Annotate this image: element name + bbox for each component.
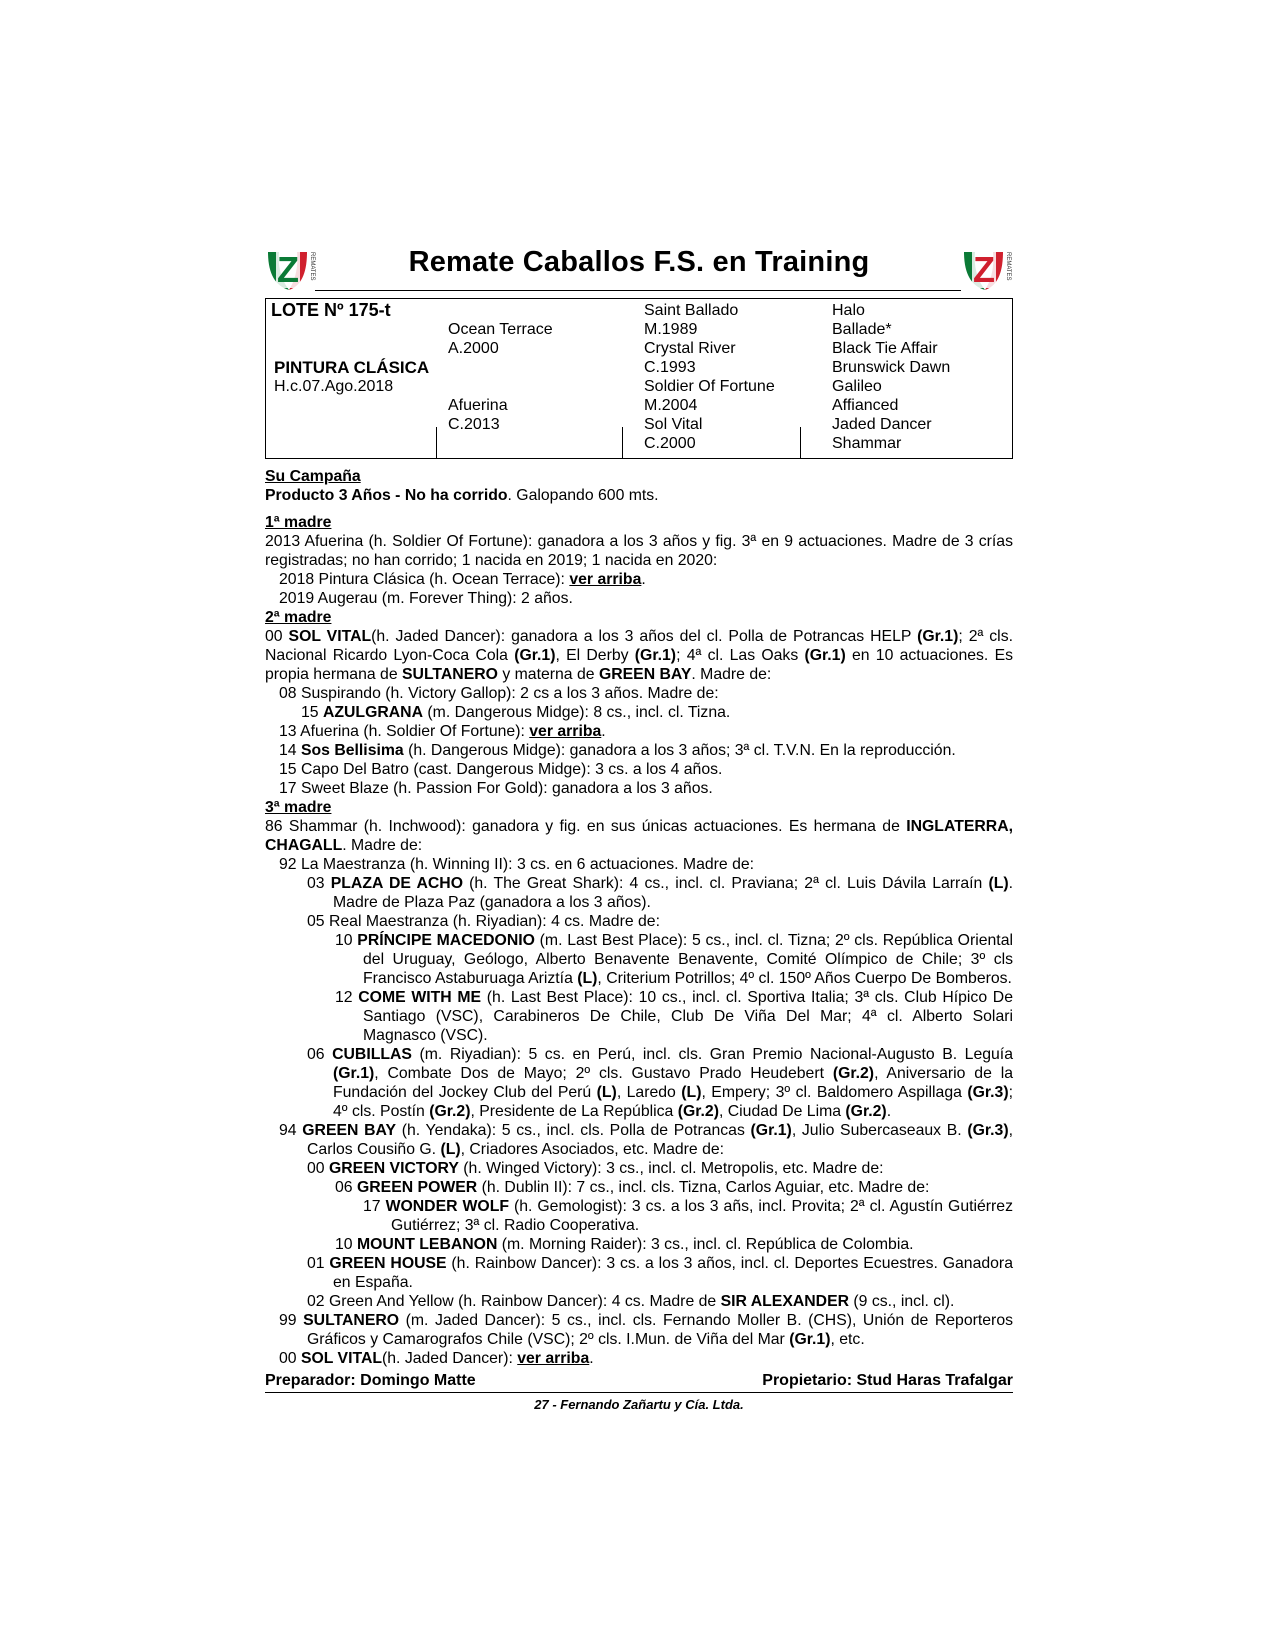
- second-dam-text: 00 SOL VITAL(h. Jaded Dancer): ganadora a los 3 años del cl. Polla de Potrancas HELP (Gr.1); 2ª cls. Nacional Ricardo Lyon-Coca Cola (Gr.1), El Derby (Gr.1); 4ª cl. Las Oaks (Gr.1) en 10 actuaciones. Es propia hermana de SULTANERO y materna de GREEN BAY. Madre de:: [265, 628, 1013, 683]
- produce-line: 06 CUBILLAS (m. Riyadian): 5 cs. en Perú, incl. cls. Gran Premio Nacional-Augusto B. Leguía (Gr.1), Combate Dos de Mayo; 2º cls. Gustavo Prado Heudebert (Gr.2), Aniversario de la Fundación del Jockey Club del Perú (L), Laredo (L), Empery; 3º cl. Baldomero Aspillaga (Gr.3); 4º cls. Postín (Gr.2), Presidente de La República (Gr.2), Ciudad De Lima (Gr.2).: [307, 1046, 1013, 1120]
- produce-line: 15 Capo Del Batro (cast. Dangerous Midge): 3 cs. a los 4 años.: [279, 761, 723, 778]
- produce-line: 10 MOUNT LEBANON (m. Morning Raider): 3 cs., incl. cl. República de Colombia.: [335, 1236, 914, 1253]
- produce-line: 13 Afuerina (h. Soldier Of Fortune): ver arriba.: [279, 723, 606, 740]
- produce-line: 10 PRÍNCIPE MACEDONIO (m. Last Best Place): 5 cs., incl. cl. Tizna; 2º cls. República Oriental del Uruguay, Geólogo, Alberto Benavente Benavente, Comité Olímpico de Chile; 3º cls Francisco Astaburuaga Ariztía (L), Criterium Potrillos; 4º cl. 150º Años Cuerpo De Bomberos.: [335, 932, 1013, 987]
- produce-line: 03 PLAZA DE ACHO (h. The Great Shark): 4 cs., incl. cl. Praviana; 2ª cl. Luis Dávila Larraín (L). Madre de Plaza Paz (ganadora a los 3 años).: [307, 875, 1013, 911]
- produce-line: 94 GREEN BAY (h. Yendaka): 5 cs., incl. cls. Polla de Potrancas (Gr.1), Julio Subercaseaux B. (Gr.3), Carlos Cousiño G. (L), Criadores Asociados, etc. Madre de:: [279, 1122, 1013, 1158]
- logo-letter: Z: [973, 249, 995, 290]
- pedigree-cell: Black Tie Affair: [832, 340, 938, 357]
- produce-line: 12 COME WITH ME (h. Last Best Place): 10 cs., incl. cl. Sportiva Italia; 3ª cls. Club Hípico De Santiago (VSC), Carabineros De Chile, Club De Viña Del Mar; 4ª cl. Alberto Solari Magnasco (VSC).: [335, 989, 1013, 1044]
- first-dam-text: 2013 Afuerina (h. Soldier Of Fortune): ganadora a los 3 años y fig. 3ª en 9 actuaciones. Madre de 3 crías registradas; no han corrido; 1 nacida en 2019; 1 nacida en 2020:: [265, 533, 1013, 569]
- pedigree-cell: Brunswick Dawn: [832, 359, 951, 376]
- pedigree-cell: Sol Vital: [644, 416, 703, 433]
- produce-line: 15 AZULGRANA (m. Dangerous Midge): 8 cs., incl. cl. Tizna.: [301, 704, 731, 721]
- lote-number: LOTE Nº 175-t: [271, 300, 391, 320]
- pedigree-col-horse: [271, 301, 446, 396]
- sire-info: A.2000: [448, 340, 499, 357]
- page-header: [265, 240, 1013, 295]
- pedigree-divider: [800, 427, 801, 458]
- trainer: Preparador: Domingo Matte: [265, 1372, 476, 1389]
- pedigree-divider: [436, 427, 437, 458]
- page-title: Remate Caballos F.S. en Training: [408, 246, 870, 278]
- produce-line: 05 Real Maestranza (h. Riyadian): 4 cs. Madre de:: [307, 913, 660, 930]
- catalog-page: [265, 240, 1013, 1412]
- pedigree-cell: Shammar: [832, 435, 902, 452]
- produce-line: 14 Sos Bellisima (h. Dangerous Midge): ganadora a los 3 años; 3ª cl. T.V.N. En la reproducción.: [279, 742, 956, 759]
- remates-logo: [961, 244, 1013, 292]
- pedigree-cell: Halo: [832, 302, 865, 319]
- pedigree-cell: M.2004: [644, 397, 698, 414]
- produce-line: 00 SOL VITAL(h. Jaded Dancer): ver arriba.: [279, 1350, 594, 1367]
- pedigree-cell: Jaded Dancer: [832, 416, 932, 433]
- produce-line: 06 GREEN POWER (h. Dublin II): 7 cs., incl. cls. Tizna, Carlos Aguiar, etc. Madre de:: [335, 1179, 930, 1196]
- pedigree-cell: M.1989: [644, 321, 698, 338]
- horse-birth: H.c.07.Ago.2018: [274, 378, 394, 395]
- lot-footer: [265, 1372, 1013, 1393]
- sire-name: Ocean Terrace: [448, 321, 553, 338]
- section-heading-second-dam: 2ª madre: [265, 609, 332, 626]
- produce-line: 08 Suspirando (h. Victory Gallop): 2 cs a los 3 años. Madre de:: [279, 685, 719, 702]
- ver-arriba-link: ver arriba: [517, 1350, 590, 1367]
- pedigree-cell: Galileo: [832, 378, 882, 395]
- pedigree-cell: Crystal River: [644, 340, 736, 357]
- section-heading-campaign: Su Campaña: [265, 468, 361, 485]
- dam-info: C.2013: [448, 416, 500, 433]
- logo-side-text: REMATES: [309, 252, 315, 281]
- header-rule: [315, 290, 961, 291]
- pedigree-cell: Ballade*: [832, 321, 892, 338]
- dam-name: Afuerina: [448, 397, 508, 414]
- pedigree-cell: C.1993: [644, 359, 696, 376]
- produce-line: 01 GREEN HOUSE (h. Rainbow Dancer): 3 cs. a los 3 años, incl. cl. Deportes Ecuestres. Ganadora en España.: [307, 1255, 1013, 1291]
- pedigree-cell: Soldier Of Fortune: [644, 378, 775, 395]
- ver-arriba-link: ver arriba: [569, 571, 642, 588]
- pedigree-cell: Saint Ballado: [644, 302, 739, 319]
- third-dam-text: 86 Shammar (h. Inchwood): ganadora y fig. en sus únicas actuaciones. Es hermana de INGLATERRA, CHAGALL. Madre de:: [265, 818, 1013, 854]
- page-footer-note: 27 - Fernando Zañartu y Cía. Ltda.: [534, 1397, 744, 1412]
- pedigree-col-grandparents: [644, 301, 824, 453]
- section-heading-third-dam: 3ª madre: [265, 799, 332, 816]
- pedigree-divider: [622, 427, 623, 458]
- lot-description: [265, 467, 1013, 1368]
- produce-line: 2019 Augerau (m. Forever Thing): 2 años.: [279, 590, 573, 607]
- pedigree-cell: Affianced: [832, 397, 899, 414]
- section-heading-first-dam: 1ª madre: [265, 514, 332, 531]
- produce-line: 17 WONDER WOLF (h. Gemologist): 3 cs. a los 3 añs, incl. Provita; 2ª cl. Agustín Gutiérrez Gutiérrez; 3ª cl. Radio Cooperativa.: [363, 1198, 1013, 1234]
- produce-line: 02 Green And Yellow (h. Rainbow Dancer): 4 cs. Madre de SIR ALEXANDER (9 cs., incl. cl).: [307, 1293, 955, 1310]
- logo-letter: Z: [277, 249, 299, 290]
- produce-line: 2018 Pintura Clásica (h. Ocean Terrace): ver arriba.: [279, 571, 646, 588]
- ver-arriba-link: ver arriba: [529, 723, 602, 740]
- produce-line: 00 GREEN VICTORY (h. Winged Victory): 3 cs., incl. cl. Metropolis, etc. Madre de:: [307, 1160, 884, 1177]
- remates-logo: [265, 244, 317, 292]
- horse-name: PINTURA CLÁSICA: [274, 358, 430, 377]
- produce-line: 92 La Maestranza (h. Winning II): 3 cs. en 6 actuaciones. Madre de:: [279, 856, 755, 873]
- pedigree-cell: C.2000: [644, 435, 696, 452]
- campaign-text: Producto 3 Años - No ha corrido. Galopando 600 mts.: [265, 487, 659, 504]
- pedigree-col-parents: [448, 301, 628, 434]
- produce-line: 99 SULTANERO (m. Jaded Dancer): 5 cs., incl. cls. Fernando Moller B. (CHS), Unión de Reporteros Gráficos y Camarografos Chile (VSC); 2º cls. I.Mun. de Viña del Mar (Gr.1), etc.: [279, 1312, 1013, 1348]
- pedigree-table: [265, 298, 1013, 459]
- produce-line: 17 Sweet Blaze (h. Passion For Gold): ganadora a los 3 años.: [279, 780, 713, 797]
- pedigree-col-great-grandparents: [832, 301, 1012, 453]
- logo-side-text: REMATES: [1005, 252, 1011, 281]
- owner: Propietario: Stud Haras Trafalgar: [762, 1372, 1013, 1389]
